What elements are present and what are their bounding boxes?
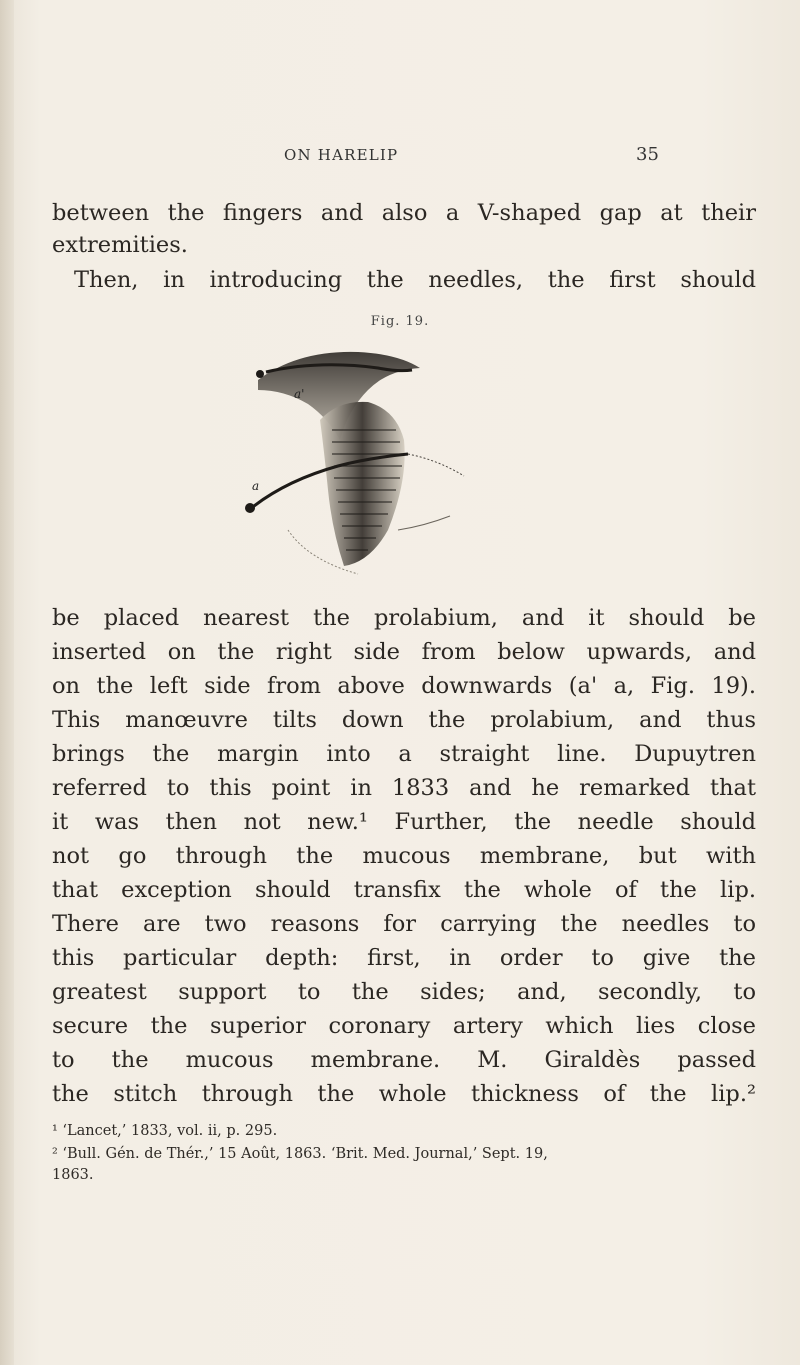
page-gutter-shadow — [0, 0, 14, 1365]
text-line: Then, in introducing the needles, the first should — [74, 267, 756, 293]
text-line: brings the margin into a straight line. Dupuytren — [52, 741, 756, 767]
harelip-suture-figure — [228, 330, 484, 586]
text-line: the stitch through the whole thickness of the lip.² — [52, 1081, 756, 1107]
footnote-2: ² ‘Bull. Gén. de Thér.,’ 15 Août, 1863. ‘Brit. Med. Journal,’ Sept. 19, — [52, 1146, 548, 1162]
text-line: be placed nearest the prolabium, and it should be — [52, 605, 756, 631]
text-line: This manœuvre tilts down the prolabium, and thus — [52, 707, 756, 733]
running-title: ON HARELIP — [284, 146, 399, 164]
figure-label-a-prime: a' — [294, 387, 305, 401]
text-line: extremities. — [52, 232, 188, 258]
running-head — [0, 146, 800, 170]
footnote-1: ¹ ‘Lancet,’ 1833, vol. ii, p. 295. — [52, 1123, 278, 1139]
text-line: There are two reasons for carrying the needles to — [52, 911, 756, 937]
figure-caption: Fig. 19. — [370, 314, 430, 329]
figure-label-a: a — [252, 479, 260, 493]
text-line: inserted on the right side from below upwards, and — [52, 639, 756, 665]
footnote-2-continued: 1863. — [52, 1167, 94, 1183]
needle-head-top — [256, 370, 264, 378]
text-line: between the fingers and also a V-shaped gap at their — [52, 200, 756, 226]
text-line: referred to this point in 1833 and he remarked that — [52, 775, 756, 801]
text-line: greatest support to the sides; and, secondly, to — [52, 979, 756, 1005]
text-line: secure the superior coronary artery which lies close — [52, 1013, 756, 1039]
needle-head-bottom — [245, 503, 255, 513]
lip-body-shape — [320, 402, 405, 566]
text-line: not go through the mucous membrane, but with — [52, 843, 756, 869]
thread-right — [408, 454, 464, 476]
text-line: this particular depth: first, in order to give the — [52, 945, 756, 971]
text-line: that exception should transfix the whole of the lip. — [52, 877, 756, 903]
text-line: on the left side from above downwards (a' a, Fig. 19). — [52, 673, 756, 699]
text-line: it was then not new.¹ Further, the needle should — [52, 809, 756, 835]
thread-lower-right — [398, 516, 450, 530]
page-number: 35 — [636, 144, 659, 165]
text-line: to the mucous membrane. M. Giraldès passed — [52, 1047, 756, 1073]
